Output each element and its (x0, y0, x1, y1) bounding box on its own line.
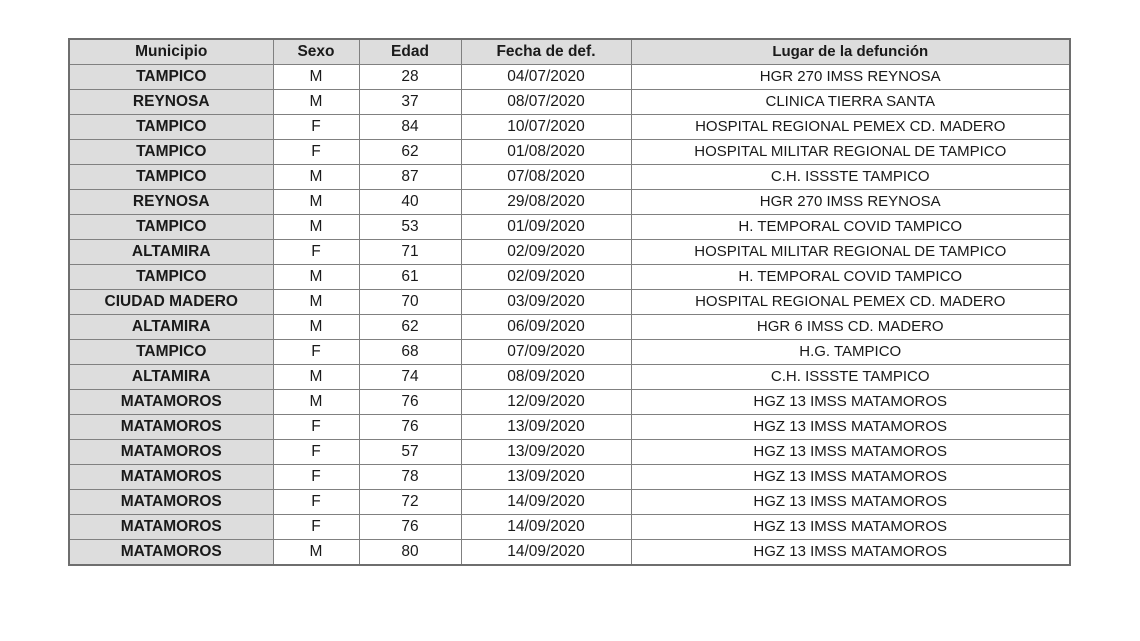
cell-lugar: HGZ 13 IMSS MATAMOROS (631, 540, 1070, 566)
cell-fecha: 12/09/2020 (461, 390, 631, 415)
cell-municipio: TAMPICO (69, 140, 273, 165)
cell-municipio: CIUDAD MADERO (69, 290, 273, 315)
cell-fecha: 14/09/2020 (461, 540, 631, 566)
table-row (69, 315, 1070, 340)
cell-lugar: C.H. ISSSTE TAMPICO (631, 165, 1070, 190)
cell-sexo: F (273, 415, 359, 440)
cell-edad: 76 (359, 415, 461, 440)
cell-fecha: 10/07/2020 (461, 115, 631, 140)
cell-municipio: REYNOSA (69, 90, 273, 115)
cell-edad: 62 (359, 140, 461, 165)
table-row (69, 265, 1070, 290)
cell-lugar: HGZ 13 IMSS MATAMOROS (631, 490, 1070, 515)
cell-fecha: 01/08/2020 (461, 140, 631, 165)
table-row (69, 65, 1070, 90)
cell-lugar: H. TEMPORAL COVID TAMPICO (631, 215, 1070, 240)
cell-edad: 53 (359, 215, 461, 240)
cell-lugar: C.H. ISSSTE TAMPICO (631, 365, 1070, 390)
table-row (69, 290, 1070, 315)
cell-fecha: 07/08/2020 (461, 165, 631, 190)
table-row (69, 515, 1070, 540)
cell-lugar: HGR 270 IMSS REYNOSA (631, 65, 1070, 90)
cell-lugar: H.G. TAMPICO (631, 340, 1070, 365)
cell-lugar: HGZ 13 IMSS MATAMOROS (631, 415, 1070, 440)
table-row (69, 390, 1070, 415)
column-header-sexo: Sexo (273, 39, 359, 65)
table-row (69, 415, 1070, 440)
cell-sexo: M (273, 190, 359, 215)
cell-municipio: MATAMOROS (69, 515, 273, 540)
table-row (69, 340, 1070, 365)
cell-fecha: 13/09/2020 (461, 415, 631, 440)
cell-municipio: MATAMOROS (69, 490, 273, 515)
cell-sexo: F (273, 340, 359, 365)
cell-sexo: M (273, 290, 359, 315)
cell-edad: 87 (359, 165, 461, 190)
cell-sexo: M (273, 90, 359, 115)
cell-edad: 70 (359, 290, 461, 315)
cell-sexo: M (273, 265, 359, 290)
cell-lugar: HOSPITAL MILITAR REGIONAL DE TAMPICO (631, 140, 1070, 165)
cell-fecha: 13/09/2020 (461, 440, 631, 465)
cell-edad: 74 (359, 365, 461, 390)
table-body (69, 65, 1070, 566)
cell-municipio: TAMPICO (69, 265, 273, 290)
cell-sexo: F (273, 115, 359, 140)
cell-municipio: ALTAMIRA (69, 315, 273, 340)
cell-fecha: 04/07/2020 (461, 65, 631, 90)
cell-municipio: TAMPICO (69, 215, 273, 240)
cell-edad: 80 (359, 540, 461, 566)
cell-lugar: CLINICA TIERRA SANTA (631, 90, 1070, 115)
cell-fecha: 08/09/2020 (461, 365, 631, 390)
table-header-row (69, 39, 1070, 65)
cell-edad: 61 (359, 265, 461, 290)
table-header (69, 39, 1070, 65)
table-row (69, 240, 1070, 265)
cell-municipio: MATAMOROS (69, 390, 273, 415)
cell-sexo: M (273, 315, 359, 340)
cell-municipio: MATAMOROS (69, 465, 273, 490)
cell-lugar: HOSPITAL MILITAR REGIONAL DE TAMPICO (631, 240, 1070, 265)
cell-sexo: F (273, 490, 359, 515)
cell-municipio: ALTAMIRA (69, 365, 273, 390)
cell-sexo: M (273, 390, 359, 415)
table-row (69, 165, 1070, 190)
cell-sexo: M (273, 65, 359, 90)
table-row (69, 90, 1070, 115)
cell-edad: 62 (359, 315, 461, 340)
cell-fecha: 13/09/2020 (461, 465, 631, 490)
cell-lugar: HOSPITAL REGIONAL PEMEX CD. MADERO (631, 115, 1070, 140)
cell-edad: 71 (359, 240, 461, 265)
defunciones-table-container (68, 38, 1069, 566)
column-header-municipio: Municipio (69, 39, 273, 65)
table-row (69, 490, 1070, 515)
cell-edad: 28 (359, 65, 461, 90)
column-header-edad: Edad (359, 39, 461, 65)
cell-sexo: M (273, 165, 359, 190)
cell-edad: 57 (359, 440, 461, 465)
cell-fecha: 01/09/2020 (461, 215, 631, 240)
cell-lugar: HOSPITAL REGIONAL PEMEX CD. MADERO (631, 290, 1070, 315)
cell-edad: 68 (359, 340, 461, 365)
cell-lugar: HGR 6 IMSS CD. MADERO (631, 315, 1070, 340)
cell-lugar: HGZ 13 IMSS MATAMOROS (631, 390, 1070, 415)
cell-municipio: TAMPICO (69, 340, 273, 365)
cell-municipio: REYNOSA (69, 190, 273, 215)
cell-lugar: HGZ 13 IMSS MATAMOROS (631, 440, 1070, 465)
cell-municipio: MATAMOROS (69, 415, 273, 440)
cell-fecha: 07/09/2020 (461, 340, 631, 365)
cell-sexo: F (273, 440, 359, 465)
table-row (69, 215, 1070, 240)
cell-sexo: F (273, 465, 359, 490)
cell-lugar: HGR 270 IMSS REYNOSA (631, 190, 1070, 215)
cell-municipio: TAMPICO (69, 115, 273, 140)
cell-fecha: 29/08/2020 (461, 190, 631, 215)
cell-municipio: MATAMOROS (69, 540, 273, 566)
cell-fecha: 14/09/2020 (461, 515, 631, 540)
cell-municipio: ALTAMIRA (69, 240, 273, 265)
table-row (69, 440, 1070, 465)
cell-edad: 76 (359, 515, 461, 540)
table-row (69, 365, 1070, 390)
cell-sexo: M (273, 365, 359, 390)
cell-fecha: 06/09/2020 (461, 315, 631, 340)
cell-edad: 40 (359, 190, 461, 215)
cell-edad: 84 (359, 115, 461, 140)
table-row (69, 465, 1070, 490)
table-row (69, 540, 1070, 566)
cell-municipio: TAMPICO (69, 65, 273, 90)
cell-edad: 72 (359, 490, 461, 515)
cell-edad: 78 (359, 465, 461, 490)
defunciones-table (68, 38, 1071, 566)
cell-sexo: F (273, 240, 359, 265)
cell-lugar: H. TEMPORAL COVID TAMPICO (631, 265, 1070, 290)
cell-sexo: F (273, 140, 359, 165)
cell-edad: 37 (359, 90, 461, 115)
column-header-lugar: Lugar de la defunción (631, 39, 1070, 65)
cell-sexo: M (273, 215, 359, 240)
cell-lugar: HGZ 13 IMSS MATAMOROS (631, 515, 1070, 540)
cell-municipio: TAMPICO (69, 165, 273, 190)
cell-lugar: HGZ 13 IMSS MATAMOROS (631, 465, 1070, 490)
cell-edad: 76 (359, 390, 461, 415)
cell-fecha: 03/09/2020 (461, 290, 631, 315)
cell-fecha: 02/09/2020 (461, 265, 631, 290)
column-header-fecha: Fecha de def. (461, 39, 631, 65)
cell-fecha: 02/09/2020 (461, 240, 631, 265)
table-row (69, 190, 1070, 215)
cell-fecha: 08/07/2020 (461, 90, 631, 115)
table-row (69, 140, 1070, 165)
cell-fecha: 14/09/2020 (461, 490, 631, 515)
cell-sexo: F (273, 515, 359, 540)
cell-municipio: MATAMOROS (69, 440, 273, 465)
table-row (69, 115, 1070, 140)
cell-sexo: M (273, 540, 359, 566)
